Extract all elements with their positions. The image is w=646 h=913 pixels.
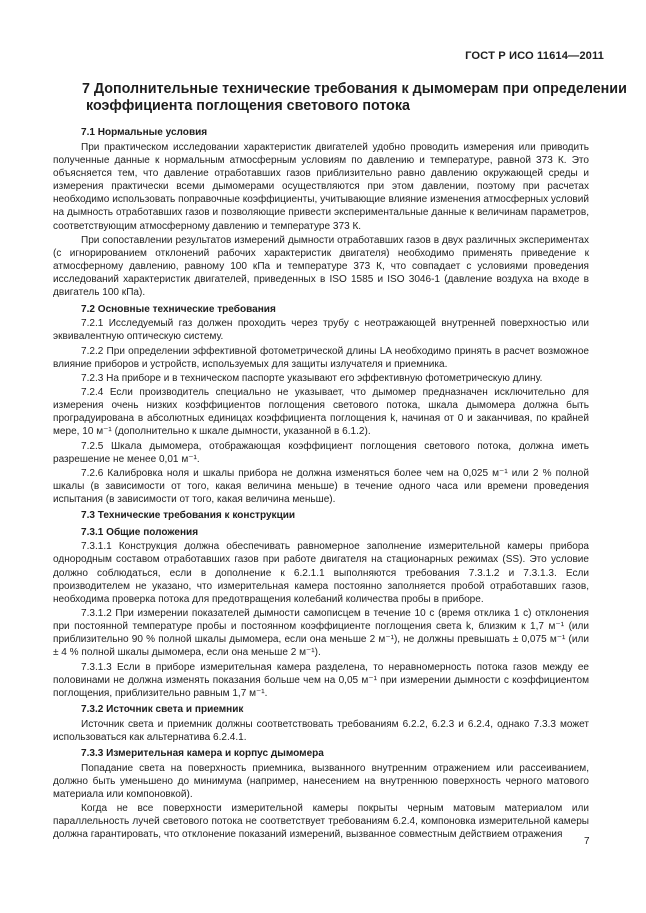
paragraph: Попадание света на поверхность приемника, вызванного внутренним отражением или рассеиванием, должно быть уменьшено до минимума (например, нанесением на внутреннюю поверхность черного матового материала или компоновкой).	[53, 762, 589, 800]
section-title-line-2: коэффициента поглощения светового потока	[86, 98, 410, 114]
subsection-heading: 7.3.2 Источник света и приемник	[81, 704, 244, 716]
subsection-heading: 7.2 Основные технические требования	[81, 303, 276, 315]
paragraph: 7.3.1.1 Конструкция должна обеспечивать равномерное заполнение измерительной камеры прибора однородным составом отработавших газов при работе двигателя на стационарных режимах (SS). Это условие должно соблюдаться, если в дополнение к 6.2.1.1 выполняются требования 7.3.1.2 и 7.3.1.3. Если производителем не указано, что измерительная камера постоянно заполняется пробой отработавших газов, необходима проверка потока для предотвращения колебаний количества пробы в приборе.	[53, 541, 589, 605]
paragraph: 7.2.1 Исследуемый газ должен проходить через трубу с неотражающей внутренней поверхностью или эквивалентную оптическую систему.	[53, 318, 589, 343]
subsection-heading: 7.3 Технические требования к конструкции	[81, 510, 296, 522]
standard-designation: ГОСТ Р ИСО 11614—2011	[465, 50, 604, 62]
page-number: 7	[584, 836, 590, 847]
subsection-heading: 7.1 Нормальные условия	[81, 127, 208, 138]
document-body	[53, 126, 589, 843]
section-title	[82, 81, 627, 115]
paragraph: При практическом исследовании характеристик двигателей удобно проводить измерения или приводить полученные данные к нормальным атмосферным условиям по давлению и температуре, равной 373 К. Это объясняется тем, что давление отработавших газов приблизительно равно давлению окружающей среды и измерения практически всеми дымомерами осуществляются при этом давлении, поэтому при расчетах необходимо использовать поправочные коэффициенты, учитывающие влияние изменения атмосферных условий на дымность отработавших газов и позволяющие привести экспериментальные данные к величинам параметров, соответствующим атмосферному давлению и температуре 373 К.	[53, 141, 589, 232]
paragraph: При сопоставлении результатов измерений дымности отработавших газов в двух различных экспериментах (с игнорированием отклонений рабочих характеристик двигателя) необходимо применять приведение к атмосферному давлению, равному 100 кПа и температуре 373 К, что совпадает с условиями проведения исследований характеристик двигателей, приведенных в ISO 1585 и ISO 3046-1 (давление воздуха на входе в двигатель 100 кПа).	[53, 234, 589, 299]
subsection-heading: 7.3.3 Измерительная камера и корпус дымомера	[81, 748, 324, 760]
paragraph: 7.3.1.3 Если в приборе измерительная камера разделена, то неравномерность потока газов между ее половинами не должна изменять показания больше чем на 0,05 м⁻¹ при измерении дымности с коэффициентом поглощения, приблизительно равным 1,7 м⁻¹.	[53, 661, 589, 699]
paragraph: Источник света и приемник должны соответствовать требованиям 6.2.2, 6.2.3 и 6.2.4, однако 7.3.3 может использоваться как альтернатива 6.2.4.1.	[53, 718, 589, 743]
paragraph: Когда не все поверхности измерительной камеры покрыты черным матовым материалом или параллельность лучей светового потока не соответствует требованиям 6.2.4, компоновка измерительной камеры должна гарантировать, что отклонение показаний измерений, вызванное совместным действием отражения	[53, 803, 589, 841]
paragraph: 7.2.6 Калибровка ноля и шкалы прибора не должна изменяться более чем на 0,025 м⁻¹ или 2 % полной шкалы (в зависимости от того, какая величина меньше) в течение одного часа или времени проведения испытания (в зависимости от того, какая величина меньше).	[53, 467, 589, 506]
paragraph: 7.2.4 Если производитель специально не указывает, что дымомер предназначен исключительно для измерения очень низких коэффициентов поглощения светового потока, шкала дымомера должна быть проградуирована в абсолютных единицах коэффициента поглощения k, начиная от 0 и заканчивая, по крайней мере, 10 м⁻¹ (дополнительно к шкале дымности, указанной в 6.1.2).	[53, 386, 589, 438]
paragraph: 7.2.3 На приборе и в техническом паспорте указывают его эффективную фотометрическую длину.	[81, 372, 543, 384]
section-title-line-1: 7 Дополнительные технические требования к дымомерам при определении	[82, 81, 627, 97]
paragraph: 7.2.2 При определении эффективной фотометрической длины LA необходимо принять в расчет возможное влияние приборов и устройств, используемых для защиты излучателя и приемника.	[53, 345, 589, 370]
subsection-heading: 7.3.1 Общие положения	[81, 526, 199, 538]
paragraph: 7.2.5 Шкала дымомера, отображающая коэффициент поглощения светового потока, должна иметь разрешение не менее 0,01 м⁻¹.	[53, 440, 589, 465]
paragraph: 7.3.1.2 При измерении показателей дымности самописцем в течение 10 с (время отклика 1 с) отклонения при постоянной температуре пробы и постоянном коэффициенте поглощения света k, близким к 1,7 м⁻¹ (или приблизительно 90 % полной шкалы дымомера, если она меньше 2 м⁻¹), не должны превышать ± 0,075 м⁻¹ (или ± 4 % полной шкалы дымомера, если она меньше 2 м⁻¹).	[53, 607, 589, 659]
